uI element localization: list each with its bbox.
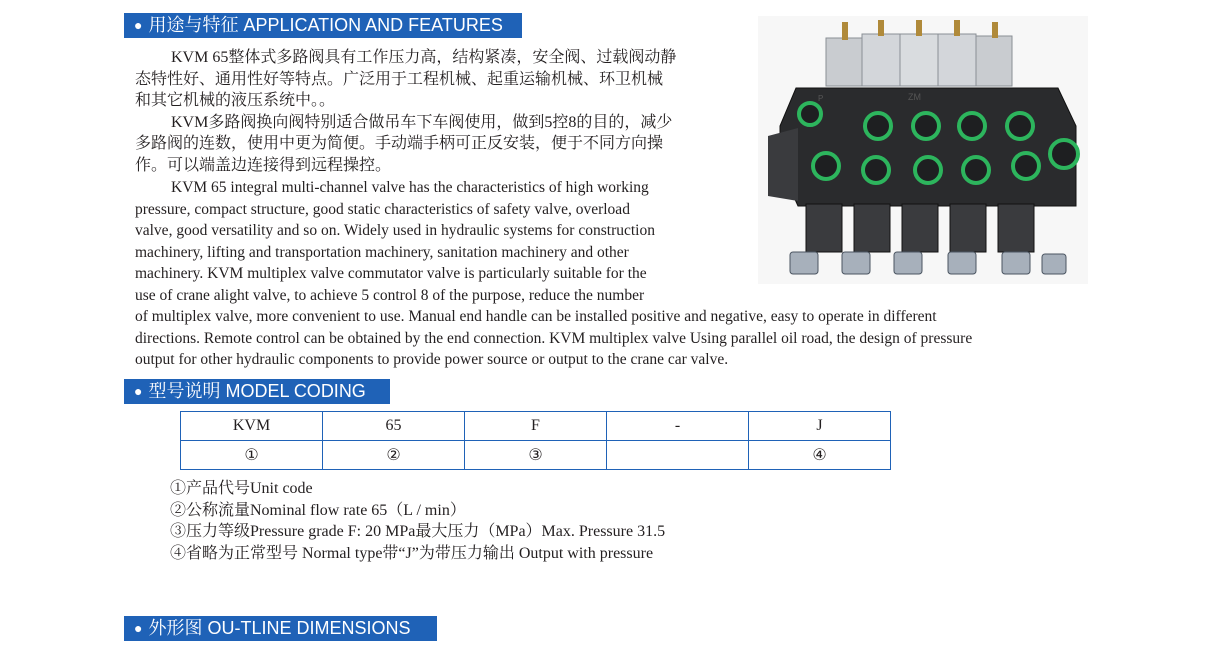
model-coding-table [180,411,891,470]
note-item: ④省略为正常型号 Normal type带“J”为带压力输出 Output with pressure [170,544,654,562]
code-cell: 65 [323,412,465,441]
section-header-application [124,13,522,38]
text-line: valve, good versatility and so on. Widely used in hydraulic systems for construction [135,222,655,240]
product-photo [758,16,1088,284]
text-line: 态特性好、通用性好等特点。广泛用于工程机械、起重运输机械、环卫机械 [135,70,664,88]
section-title-model: 型号说明 MODEL CODING [148,381,366,401]
marker-cell: ① [181,441,323,470]
text-line: output for other hydraulic components to provide power source or output to the crane car valve. [135,351,729,369]
table-row-markers [181,441,891,470]
section-title-application: 用途与特征 APPLICATION AND FEATURES [148,15,503,35]
bullet-icon: ● [134,17,143,33]
table-row-codes [181,412,891,441]
application-en-text-wide [135,306,1090,371]
marker-cell: ③ [465,441,607,470]
svg-text:P: P [818,94,824,103]
text-line: 作。可以端盖边连接得到远程操控。 [135,156,392,174]
marker-cell: ④ [749,441,891,470]
svg-text:ZM: ZM [908,92,921,102]
note-item: ①产品代号Unit code [170,480,313,497]
code-cell: F [465,412,607,441]
code-cell: J [749,412,891,441]
code-cell: - [607,412,749,441]
text-line: of multiplex valve, more convenient to use. Manual end handle can be installed positive and negative, easy to operate in different [135,308,937,325]
section-header-outline [124,616,437,641]
text-line: machinery, lifting and transportation machinery, sanitation machinery and other [135,243,629,261]
text-line: pressure, compact structure, good static characteristics of safety valve, overload [135,200,630,218]
application-cn-text [135,47,741,177]
text-line: KVM 65 integral multi-channel valve has the characteristics of high working [171,179,649,196]
application-en-text [135,177,741,307]
text-line: use of crane alight valve, to achieve 5 control 8 of the purpose, reduce the number [135,286,645,304]
marker-cell [607,441,749,470]
bullet-icon: ● [134,620,143,636]
text-line: machinery. KVM multiplex valve commutator valve is particularly suitable for the [135,265,647,283]
marker-cell: ② [323,441,465,470]
code-cell: KVM [181,412,323,441]
section-header-model [124,379,390,404]
spool-housings [806,204,1034,252]
text-line: 和其它机械的液压系统中。。 [135,92,336,110]
text-line: KVM多路阀换向阀特别适合做吊车下车阀使用，做到5控8的目的，减少 [171,113,673,131]
coding-notes [170,478,665,564]
note-item: ②公称流量Nominal flow rate 65（L / min） [170,501,466,519]
text-line: directions. Remote control can be obtained by the end connection. KVM multiplex valve Using parallel oil road, the design of pressure [135,329,973,347]
section-title-outline: 外形图 OU-TLINE DIMENSIONS [148,618,411,638]
bullet-icon: ● [134,383,143,399]
text-line: 多路阀的连数，使用中更为简便。手动端手柄可正反安装，便于不同方向操 [135,135,664,153]
text-line: KVM 65整体式多路阀具有工作压力高，结构紧凑，安全阀、过载阀动静 [171,49,677,66]
note-item: ③压力等级Pressure grade F: 20 MPa最大压力（MPa）Max. Pressure 31.5 [170,523,666,540]
